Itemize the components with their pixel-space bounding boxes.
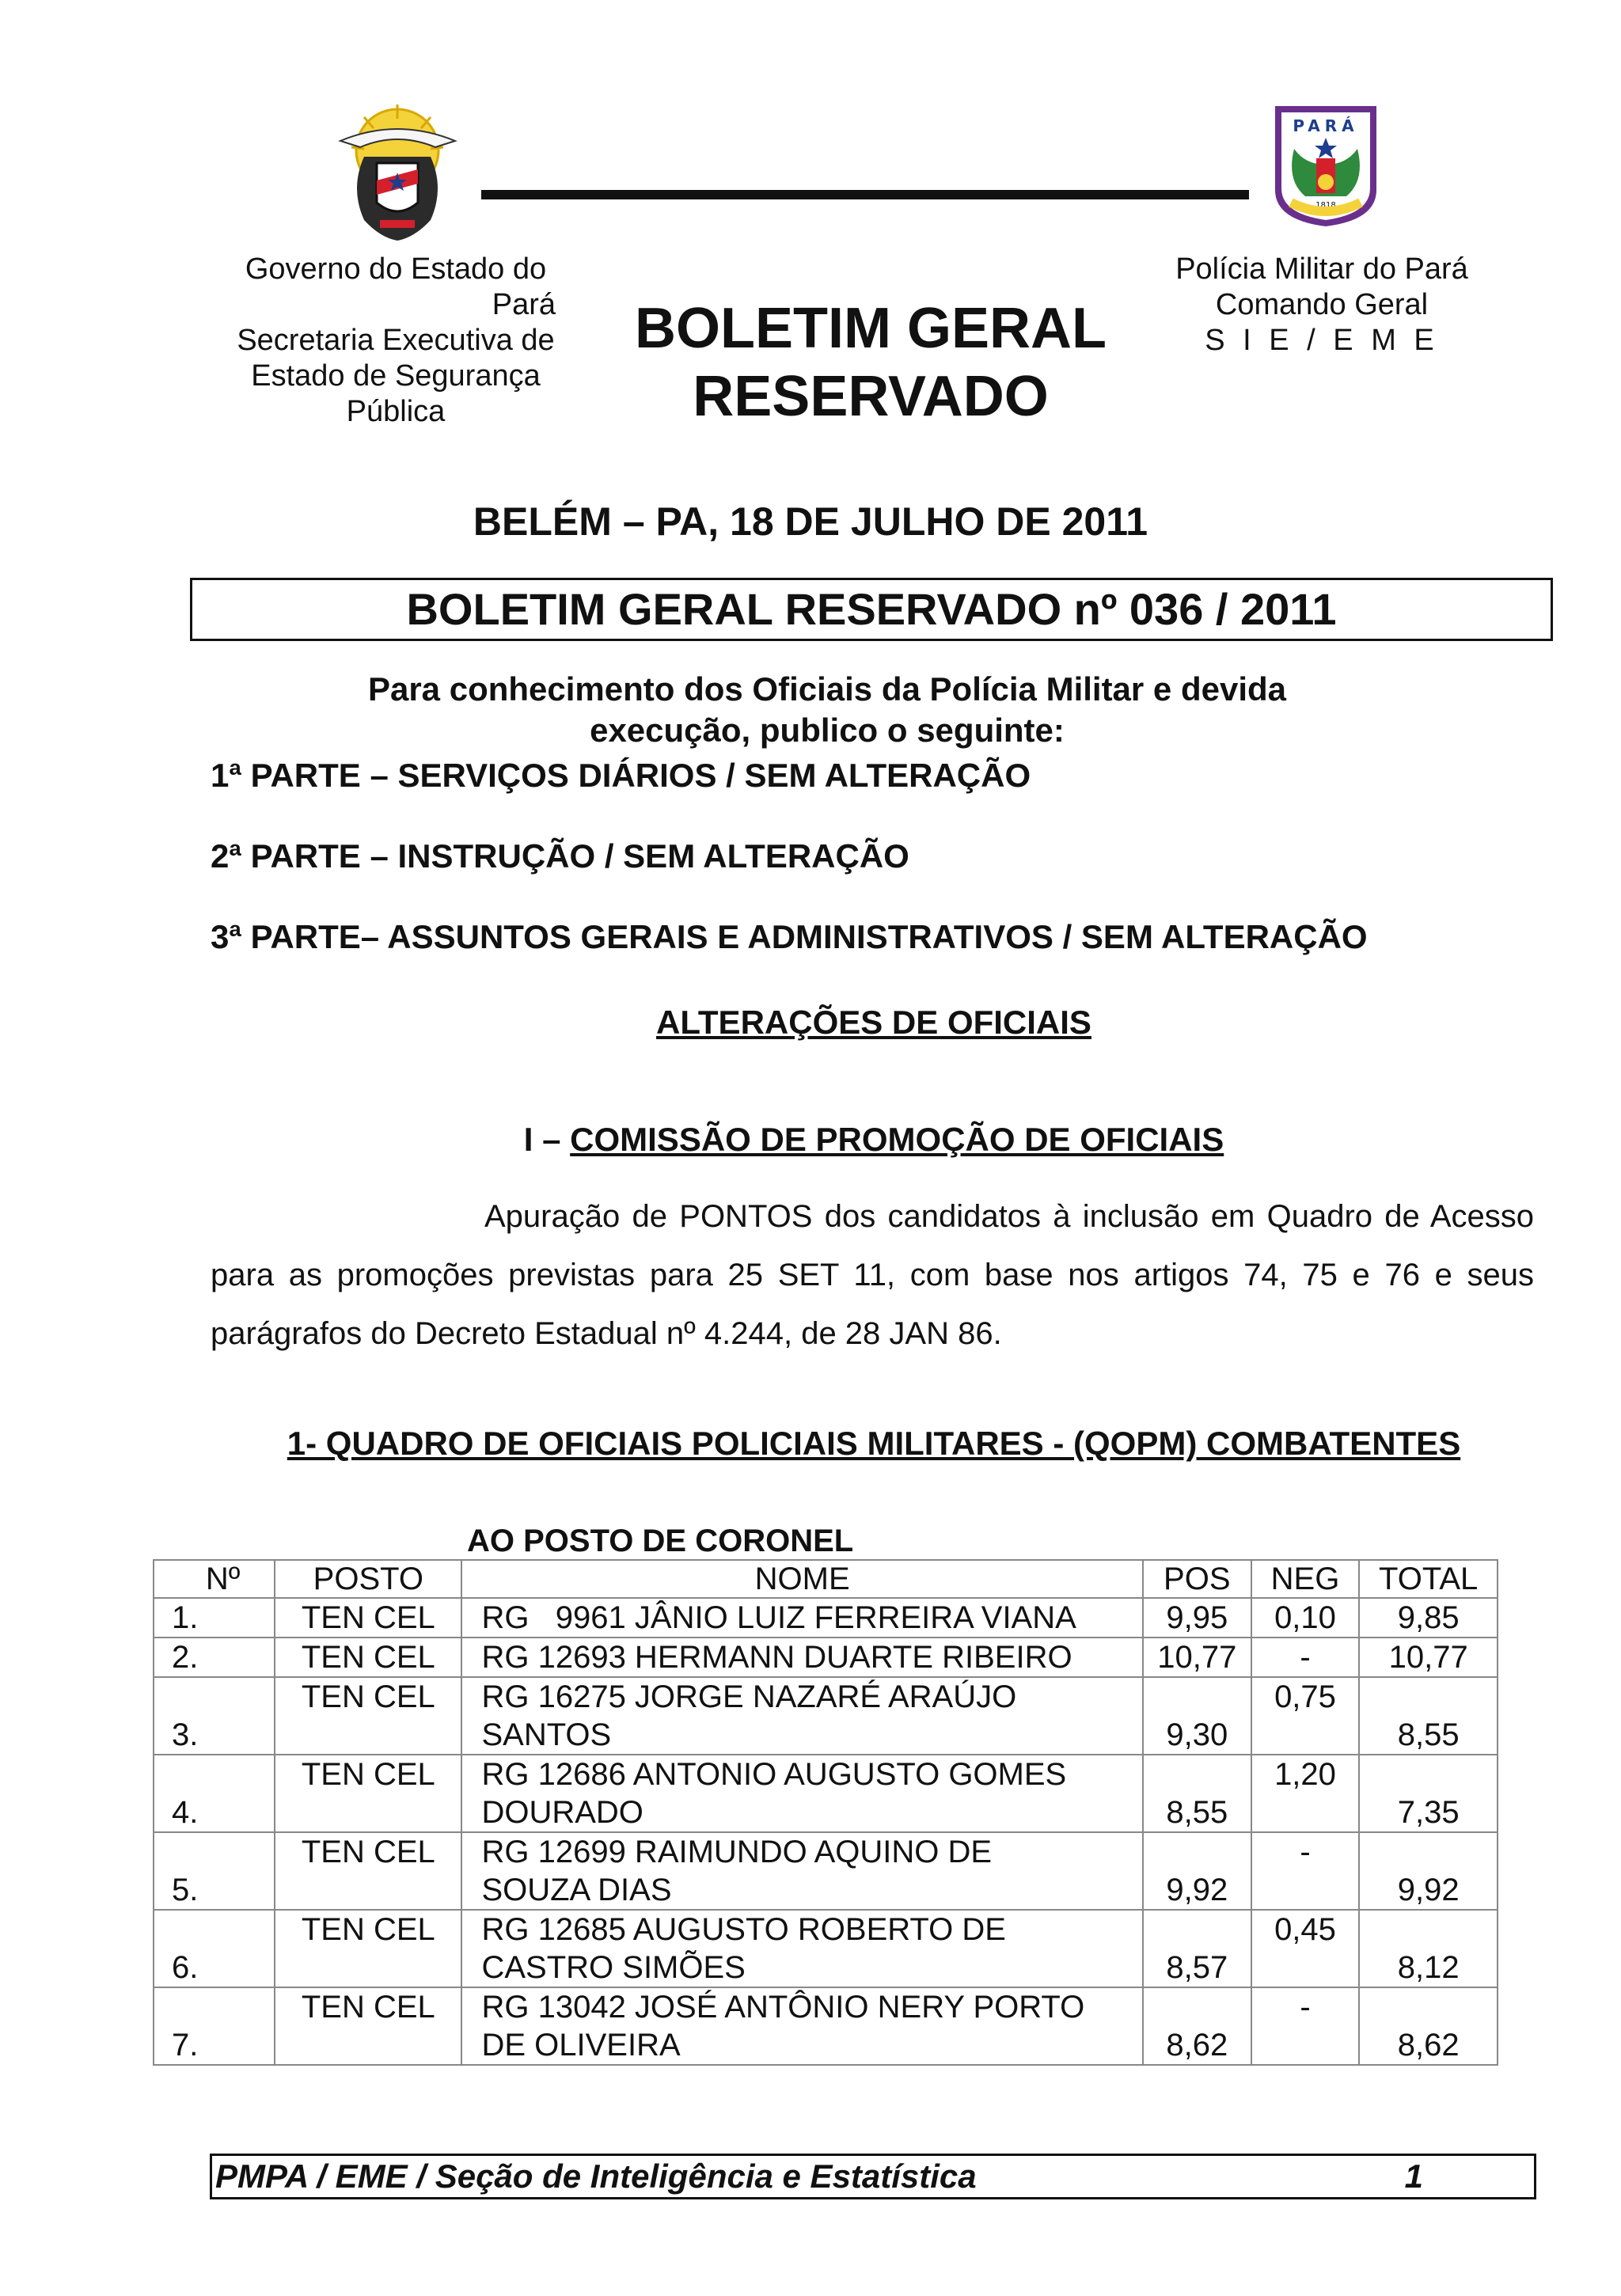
badge-text-top: PARÁ [1293, 116, 1359, 135]
cell-nome [461, 1910, 1142, 1987]
cell-number: 5. [154, 1832, 275, 1910]
table-row [154, 1677, 1498, 1755]
cell-total: 7,35 [1359, 1755, 1498, 1832]
part-3: 3ª PARTE– ASSUNTOS GERAIS E ADMINISTRATIVOS / SEM ALTERAÇÃO [211, 918, 1368, 955]
intro-line-1: Para conhecimento dos Oficiais da Polícia Militar e devida [367, 670, 1287, 708]
header-right-block [1132, 252, 1512, 359]
cell-total: 8,62 [1359, 1987, 1498, 2065]
col-header-total: TOTAL [1359, 1560, 1498, 1598]
military-police-badge-icon [1270, 101, 1381, 230]
cell-posto: TEN CEL [275, 1598, 461, 1638]
commission-prefix: I – [523, 1121, 571, 1158]
cell-number: 6. [154, 1910, 275, 1987]
cell-nome-line-2: DOURADO [481, 1795, 643, 1830]
cell-neg: - [1251, 1832, 1360, 1910]
part-1: 1ª PARTE – SERVIÇOS DIÁRIOS / SEM ALTERAÇÃO [211, 757, 1031, 794]
alteracoes-heading: ALTERAÇÕES DE OFICIAIS [656, 1004, 1091, 1041]
header-left-line-4: Estado de Segurança [251, 359, 541, 393]
cell-total: 8,12 [1359, 1910, 1498, 1987]
page-title [586, 294, 1156, 431]
header-left-block [230, 252, 562, 430]
page-number: 1 [1404, 2157, 1423, 2195]
cell-neg: 0,10 [1251, 1598, 1360, 1638]
body-paragraph: Apuração de PONTOS dos candidatos à inclusão em Quadro de Acesso para as promoções previstas para 25 SET 11, com base nos artigos 74, 75 e 76 e seus parágrafos do Decreto Estadual nº 4.244, de 28 JAN 86. [211, 1199, 1534, 1351]
header-right-line-3: S I E / E M E [1205, 324, 1439, 357]
cell-nome: RG 9961 JÂNIO LUIZ FERREIRA VIANA [461, 1598, 1142, 1638]
cell-posto: TEN CEL [275, 1910, 461, 1987]
posto-heading: AO POSTO DE CORONEL [467, 1524, 854, 1558]
header-right-line-2: Comando Geral [1215, 288, 1429, 321]
cell-total: 9,92 [1359, 1832, 1498, 1910]
cell-posto: TEN CEL [275, 1677, 461, 1755]
cell-neg: - [1251, 1638, 1360, 1677]
cell-nome [461, 1987, 1142, 2065]
cell-number: 4. [154, 1755, 275, 1832]
cell-posto: TEN CEL [275, 1832, 461, 1910]
cell-nome-line-1: RG 12685 AUGUSTO ROBERTO DE [481, 1912, 1006, 1947]
page-footer [210, 2154, 1536, 2199]
cell-nome [461, 1832, 1142, 1910]
title-line-1: BOLETIM GERAL [635, 297, 1107, 360]
cell-pos: 9,30 [1143, 1677, 1251, 1755]
cell-posto: TEN CEL [275, 1755, 461, 1832]
commission-title: COMISSÃO DE PROMOÇÃO DE OFICIAIS [570, 1121, 1224, 1158]
col-header-number: Nº [154, 1560, 275, 1598]
table-row [154, 1910, 1498, 1987]
bulletin-title-box: BOLETIM GERAL RESERVADO nº 036 / 2011 [190, 578, 1553, 641]
cell-neg: - [1251, 1987, 1360, 2065]
cell-number: 1. [154, 1598, 275, 1638]
cell-posto: TEN CEL [275, 1987, 461, 2065]
cell-pos: 8,55 [1143, 1755, 1251, 1832]
cell-nome: RG 12693 HERMANN DUARTE RIBEIRO [461, 1638, 1142, 1677]
candidates-table [153, 1559, 1498, 2066]
cell-neg: 0,75 [1251, 1677, 1360, 1755]
table-header-row [154, 1560, 1498, 1598]
cell-nome-line-1: RG 12686 ANTONIO AUGUSTO GOMES [481, 1757, 1067, 1792]
state-coat-of-arms-icon [332, 101, 463, 244]
table-row [154, 1755, 1498, 1832]
table-row [154, 1598, 1498, 1638]
header-right-line-1: Polícia Militar do Pará [1175, 252, 1468, 286]
table-row [154, 1638, 1498, 1677]
part-2: 2ª PARTE – INSTRUÇÃO / SEM ALTERAÇÃO [211, 837, 909, 875]
header-rule [481, 190, 1249, 199]
cell-number: 7. [154, 1987, 275, 2065]
col-header-neg: NEG [1251, 1560, 1360, 1598]
intro-text [317, 669, 1338, 751]
intro-line-2: execução, publico o seguinte: [590, 712, 1065, 749]
cell-nome-line-2: SANTOS [481, 1717, 612, 1752]
cell-neg: 1,20 [1251, 1755, 1360, 1832]
cell-neg: 0,45 [1251, 1910, 1360, 1987]
header-left-line-3: Secretaria Executiva de [237, 324, 555, 357]
cell-pos: 9,92 [1143, 1832, 1251, 1910]
commission-heading [0, 1121, 1621, 1159]
cell-nome-line-2: SOUZA DIAS [481, 1873, 672, 1907]
cell-pos: 8,62 [1143, 1987, 1251, 2065]
cell-nome-line-1: RG 12699 RAIMUNDO AQUINO DE [481, 1835, 993, 1869]
cell-pos: 10,77 [1143, 1638, 1251, 1677]
cell-pos: 8,57 [1143, 1910, 1251, 1987]
cell-total: 8,55 [1359, 1677, 1498, 1755]
table-row [154, 1832, 1498, 1910]
cell-pos: 9,95 [1143, 1598, 1251, 1638]
col-header-nome: NOME [461, 1560, 1142, 1598]
cell-nome [461, 1677, 1142, 1755]
cell-nome-line-2: DE OLIVEIRA [481, 2028, 681, 2063]
cell-total: 9,85 [1359, 1598, 1498, 1638]
col-header-pos: POS [1143, 1560, 1251, 1598]
cell-number: 2. [154, 1638, 275, 1677]
header-left-line-1: Governo do Estado do [245, 252, 547, 286]
cell-posto: TEN CEL [275, 1638, 461, 1677]
table-row [154, 1987, 1498, 2065]
col-header-posto: POSTO [275, 1560, 461, 1598]
header-left-line-5: Pública [346, 395, 446, 428]
cell-nome-line-1: RG 13042 JOSÉ ANTÔNIO NERY PORTO [481, 1990, 1085, 2025]
cell-nome [461, 1755, 1142, 1832]
footer-label: PMPA / EME / Seção de Inteligência e Estatística [215, 2157, 977, 2195]
cell-nome-line-1: RG 16275 JORGE NAZARÉ ARAÚJO [481, 1679, 1017, 1714]
badge-year: 1818 [1315, 201, 1336, 210]
cell-total: 10,77 [1359, 1638, 1498, 1677]
header-left-line-2: Pará [492, 288, 556, 321]
title-line-2: RESERVADO [693, 365, 1049, 428]
quadro-heading: 1- QUADRO DE OFICIAIS POLICIAIS MILITARES - (QOPM) COMBATENTES [287, 1425, 1461, 1462]
cell-number: 3. [154, 1677, 275, 1755]
cell-nome-line-2: CASTRO SIMÕES [481, 1950, 746, 1985]
date-line: BELÉM – PA, 18 DE JULHO DE 2011 [473, 499, 1148, 544]
